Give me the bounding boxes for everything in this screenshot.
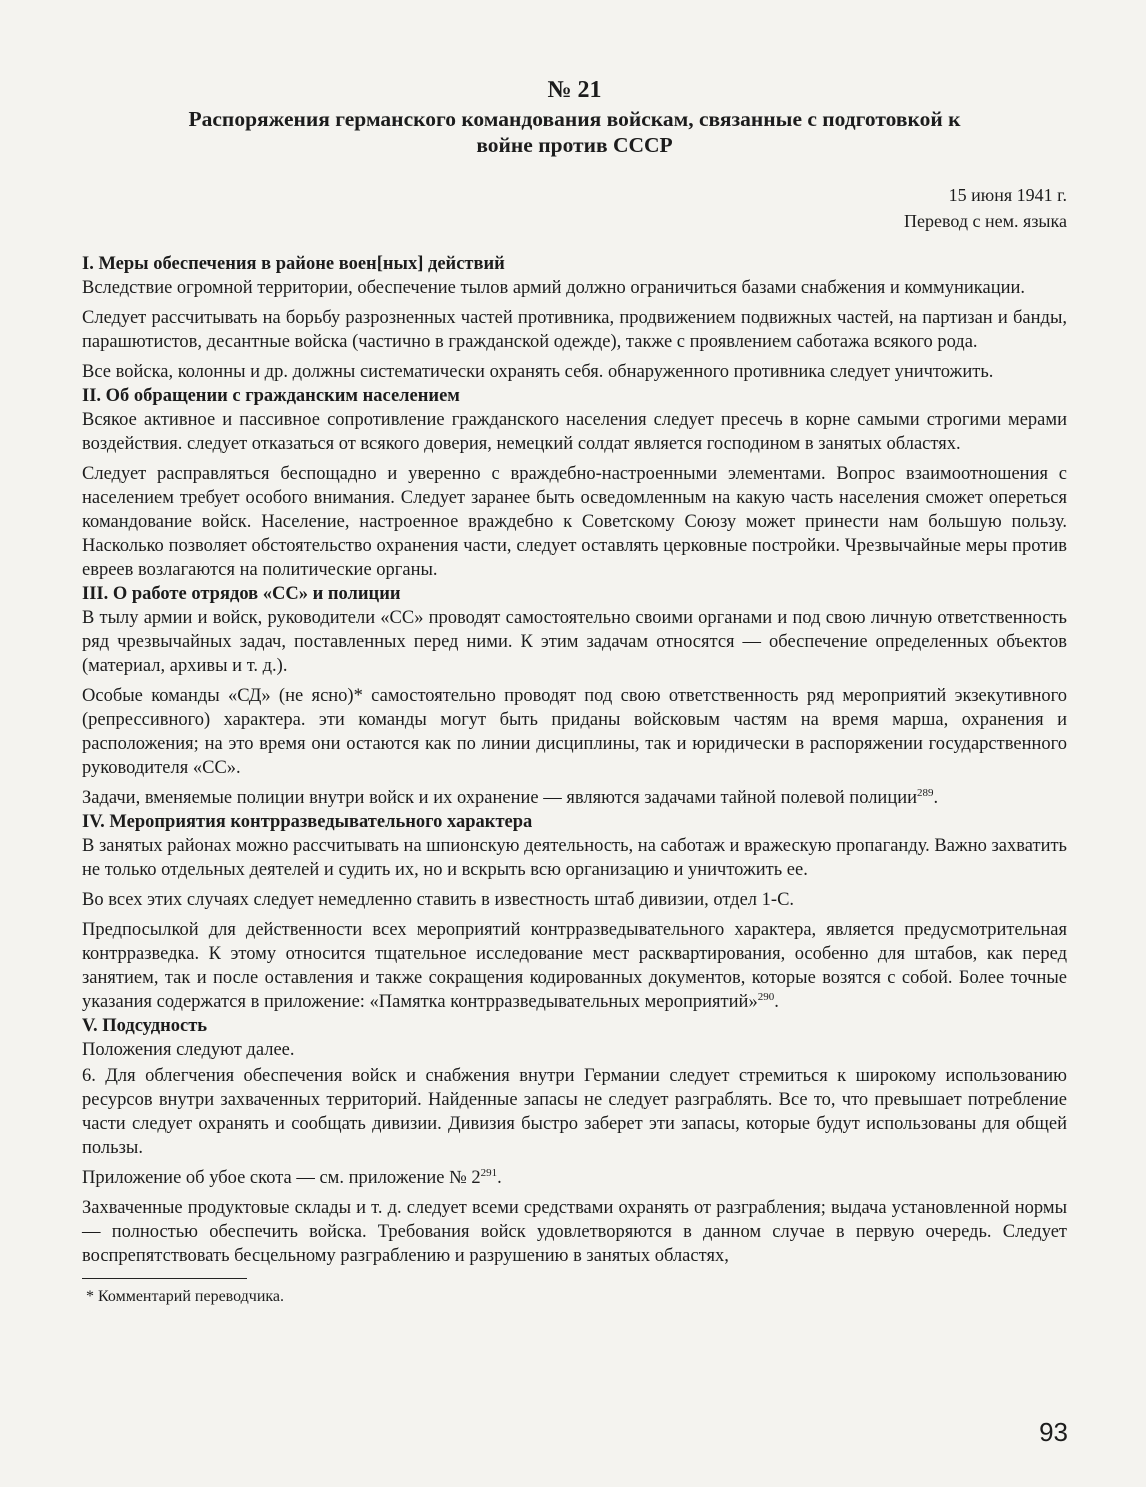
section-heading-5: V. Подсудность [82, 1016, 208, 1036]
section-heading-1: I. Меры обеспечения в районе воен[ных] действий [82, 254, 505, 274]
paragraph-end: . [933, 788, 939, 808]
document-number: № 21 [547, 77, 602, 103]
paragraph: В тылу армии и войск, руководители «СС» проводят самостоятельно своими органами и под свою личную ответственность ряд чрезвычайных задач, поставленных перед ними. К этим задачам относятся — обеспечение определенных объектов (материал, архивы и т. д.). [82, 608, 1067, 676]
section-heading-4: IV. Мероприятия контрразведывательного характера [82, 812, 533, 832]
paragraph: Захваченные продуктовые склады и т. д. следует всеми средствами охранять от разграбления; выдача установленной нормы — полностью обеспечить войска. Требования войск удовлетворяются в данном случае в первую очередь. Следует воспрепятствовать бесцельному разграблению и разрушению в занятых областях, [82, 1198, 1067, 1266]
endnote-ref: 291 [480, 1166, 498, 1179]
paragraph: Следует расправляться беспощадно и уверенно с враждебно-настроенными элементами. Вопрос взаимоотношения с населением требует особого внимания. Следует заранее быть осведомленным на какую часть населения сможет опереться командование войск. Население, настроенное враждебно к Советскому Союзу может принести нам большую пользу. Насколько позволяет обстоятельство охранения части, следует оставлять церковные постройки. Чрезвычайные меры против евреев возлагаются на политические органы. [82, 464, 1067, 580]
paragraph-text: Задачи, вменяемые полиции внутри войск и их охранение — являются задачами тайной полевой полиции [82, 788, 918, 808]
document-page [82, 76, 1067, 1307]
paragraph: В занятых районах можно рассчитывать на шпионскую деятельность, на саботаж и вражескую пропаганду. Важно захватить не только отдельных деятелей и судить их, но и вскрыть всю организацию и уничтожить ее. [82, 836, 1067, 880]
section-heading-2: II. Об обращении с гражданским населением [82, 386, 460, 406]
paragraph [82, 1166, 1067, 1190]
paragraph: Следует рассчитывать на борьбу разрозненных частей противника, продвижением подвижных частей, на партизан и банды, парашютистов, десантные войска (частично в гражданской одежде), также с проявлением саботажа всякого рода. [82, 308, 1067, 352]
endnote-ref: 289 [917, 786, 934, 799]
paragraph [82, 786, 1067, 810]
footnote-divider [82, 1278, 247, 1279]
paragraph: Положения следуют далее. [82, 1040, 295, 1060]
paragraph-text: Приложение об убое скота — см. приложение № 2 [82, 1168, 481, 1188]
paragraph: Особые команды «СД» (не ясно)* самостоятельно проводят под свою ответственность ряд мероприятий экзекутивного (репрессивного) характера. эти команды могут быть приданы войсковым частям на время марша, охранения и расположения; на это время они остаются как по линии дисциплины, так и юридически в распоряжении государственного руководителя «СС». [82, 686, 1067, 778]
paragraph [82, 918, 1067, 1014]
endnote-ref: 290 [757, 990, 775, 1003]
paragraph: 6. Для облегчения обеспечения войск и снабжения внутри Германии следует стремиться к широкому использованию ресурсов внутри захваченных территорий. Найденные запасы не следует разграблять. Все то, что превышает потребление части следует охранять и сообщать дивизии. Дивизия быстро заберет эти запасы, которые будут использованы для общей пользы. [82, 1066, 1067, 1158]
paragraph: Всякое активное и пассивное сопротивление гражданского населения следует пресечь в корне самыми строгими мерами воздействия. следует отказаться от всякого доверия, немецкий солдат является господином в занятых областях. [82, 410, 1067, 454]
paragraph-end: . [774, 992, 779, 1012]
paragraph: Все войска, колонны и др. должны систематически охранять себя. обнаруженного противника следует уничтожить. [82, 362, 994, 382]
section-heading-3: III. О работе отрядов «СС» и полиции [82, 584, 401, 604]
page-number: 93 [1039, 1417, 1068, 1447]
paragraph-end: . [497, 1168, 502, 1188]
document-date: 15 июня 1941 г. [948, 185, 1067, 205]
paragraph: Во всех этих случаях следует немедленно ставить в известность штаб дивизии, отдел 1-С. [82, 890, 795, 910]
footnote: * Комментарий переводчика. [86, 1288, 285, 1305]
document-title: Распоряжения германского командования войскам, связанные с подготовкой к войне против СССР [188, 107, 961, 157]
paragraph: Вследствие огромной территории, обеспечение тылов армий должно ограничиться базами снабжения и коммуникации. [82, 278, 1026, 298]
paragraph-text: Предпосылкой для действенности всех мероприятий контрразведывательного характера, является предусмотрительная контрразведка. К этому относится тщательное исследование мест расквартирования, особенно для штабов, как перед занятием, так и после оставления и также сокращения кодированных документов, которые возятся с собой. Более точные указания содержатся в приложение: «Памятка контрразведывательных мероприятий» [82, 920, 1067, 1012]
translation-note: Перевод с нем. языка [904, 211, 1067, 231]
